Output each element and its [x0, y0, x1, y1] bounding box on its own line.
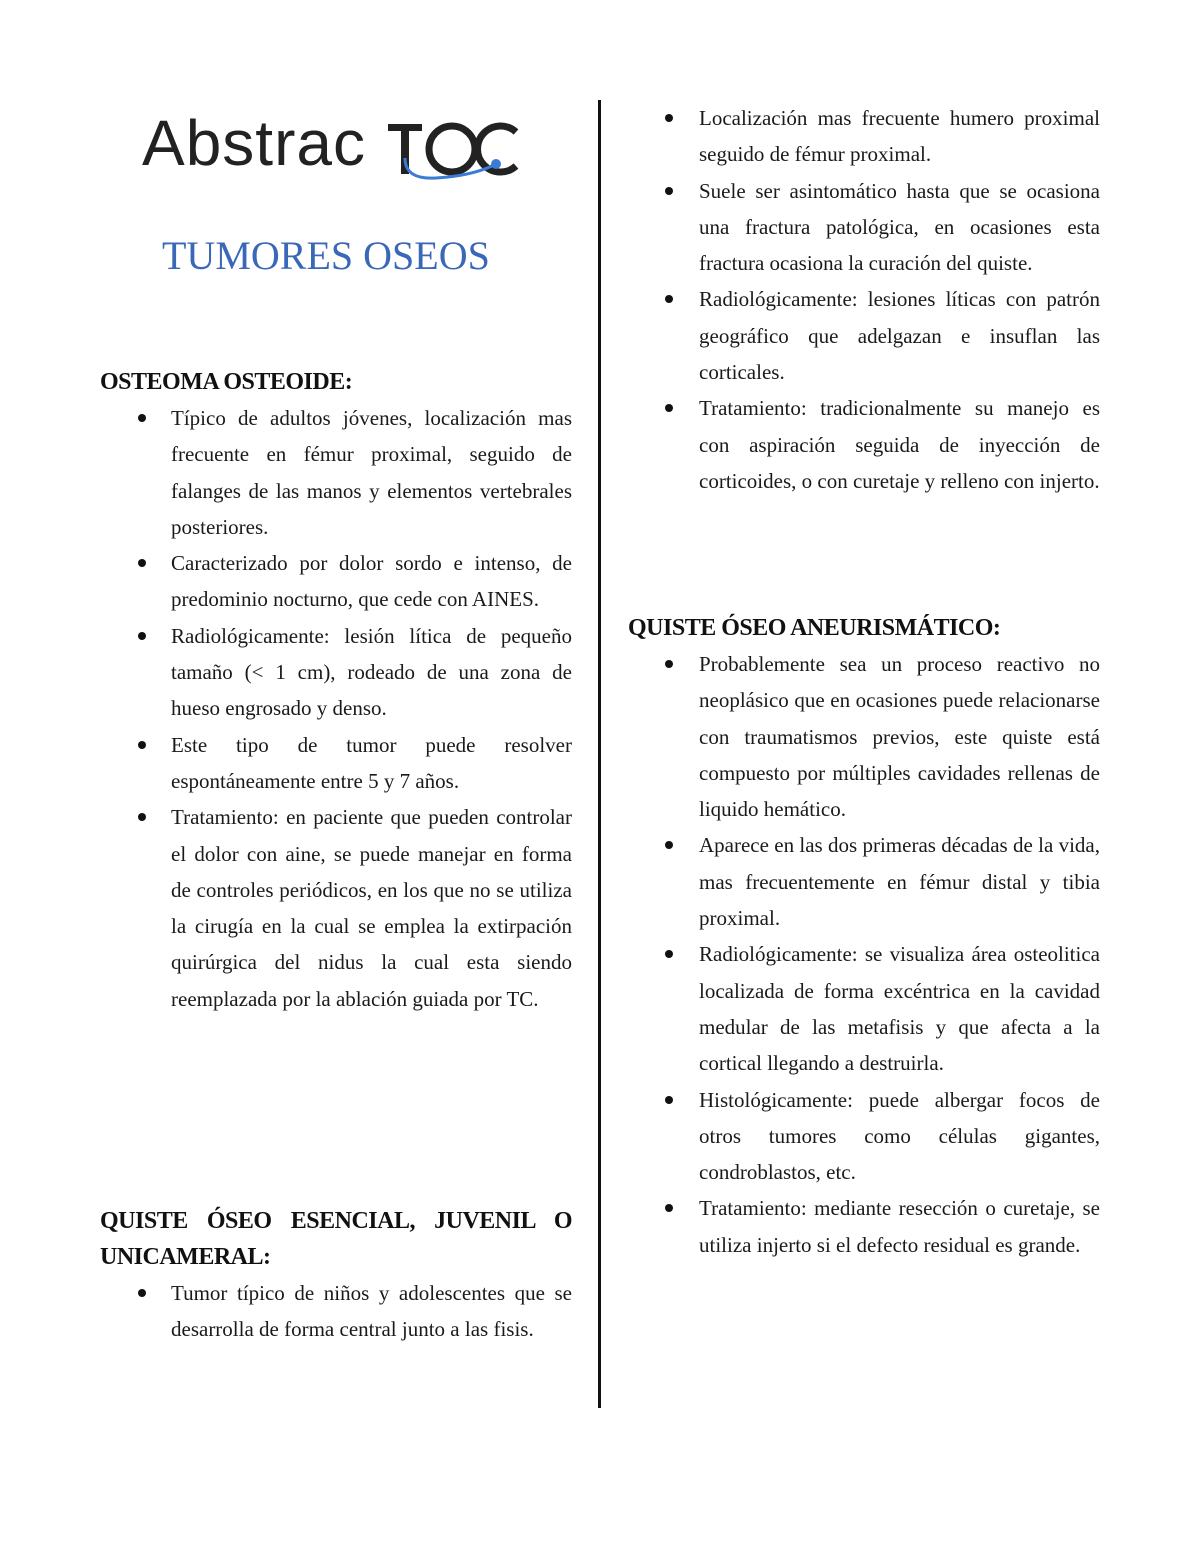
- list-item: Tratamiento: tradicionalmente su manejo es con aspiración seguida de inyección de corticoides, o con curetaje y relleno con injerto.: [628, 390, 1100, 499]
- logo-text: Abstrac: [142, 107, 366, 179]
- quiste-esencial-list-left: [100, 1275, 572, 1348]
- list-item: Caracterizado por dolor sordo e intenso, de predominio nocturno, que cede con AINES.: [100, 545, 572, 618]
- section-heading-quiste-esencial: QUISTE ÓSEO ESENCIAL, JUVENIL O UNICAMERAL:: [100, 1208, 572, 1270]
- abstractoc-logo: [142, 106, 542, 186]
- quiste-esencial-section: [100, 1203, 572, 1348]
- page-title: TUMORES OSEOS: [162, 233, 490, 278]
- list-item: Radiológicamente: lesiones líticas con patrón geográfico que adelgazan e insuflan las corticales.: [628, 281, 1100, 390]
- list-item: Histológicamente: puede albergar focos de otros tumores como células gigantes, condroblastos, etc.: [628, 1082, 1100, 1191]
- list-item: Probablemente sea un proceso reactivo no neoplásico que en ocasiones puede relacionarse con traumatismos previos, este quiste está compuesto por múltiples cavidades rellenas de liquido hemático.: [628, 646, 1100, 827]
- list-item: Típico de adultos jóvenes, localización mas frecuente en fémur proximal, seguido de falanges de las manos y elementos vertebrales posteriores.: [100, 400, 572, 545]
- osteoma-list: [100, 400, 572, 1017]
- list-item: Suele ser asintomático hasta que se ocasiona una fractura patológica, en ocasiones esta fractura ocasiona la curación del quiste.: [628, 173, 1100, 282]
- column-divider: [598, 100, 601, 1408]
- list-item: Aparece en las dos primeras décadas de la vida, mas frecuentemente en fémur distal y tibia proximal.: [628, 827, 1100, 936]
- list-item: Este tipo de tumor puede resolver espontáneamente entre 5 y 7 años.: [100, 727, 572, 800]
- quiste-esencial-continued: [628, 100, 1100, 499]
- list-item: Radiológicamente: se visualiza área osteolitica localizada de forma excéntrica en la cavidad medular de las metafisis y que afecta a la cortical llegando a destruirla.: [628, 936, 1100, 1081]
- quiste-esencial-list-right: [628, 100, 1100, 499]
- list-item: Tratamiento: mediante resección o curetaje, se utiliza injerto si el defecto residual es grande.: [628, 1190, 1100, 1263]
- list-item: Tratamiento: en paciente que pueden controlar el dolor con aine, se puede manejar en forma de controles periódicos, en los que no se utiliza la cirugía en la cual se emplea la extirpación quirúrgica del nidus la cual esta siendo reemplazada por la ablación guiada por TC.: [100, 799, 572, 1017]
- list-item: Localización mas frecuente humero proximal seguido de fémur proximal.: [628, 100, 1100, 173]
- osteoma-section: [100, 364, 572, 1017]
- quiste-aneurismatico-section: [628, 610, 1100, 1263]
- section-heading-quiste-aneurismatico: QUISTE ÓSEO ANEURISMÁTICO:: [628, 615, 1001, 641]
- logo-toc-mark: [384, 114, 524, 184]
- section-heading-osteoma: OSTEOMA OSTEOIDE:: [100, 369, 353, 395]
- list-item: Tumor típico de niños y adolescentes que se desarrolla de forma central junto a las fisis.: [100, 1275, 572, 1348]
- quiste-aneurismatico-list: [628, 646, 1100, 1263]
- list-item: Radiológicamente: lesión lítica de pequeño tamaño (< 1 cm), rodeado de una zona de hueso engrosado y denso.: [100, 618, 572, 727]
